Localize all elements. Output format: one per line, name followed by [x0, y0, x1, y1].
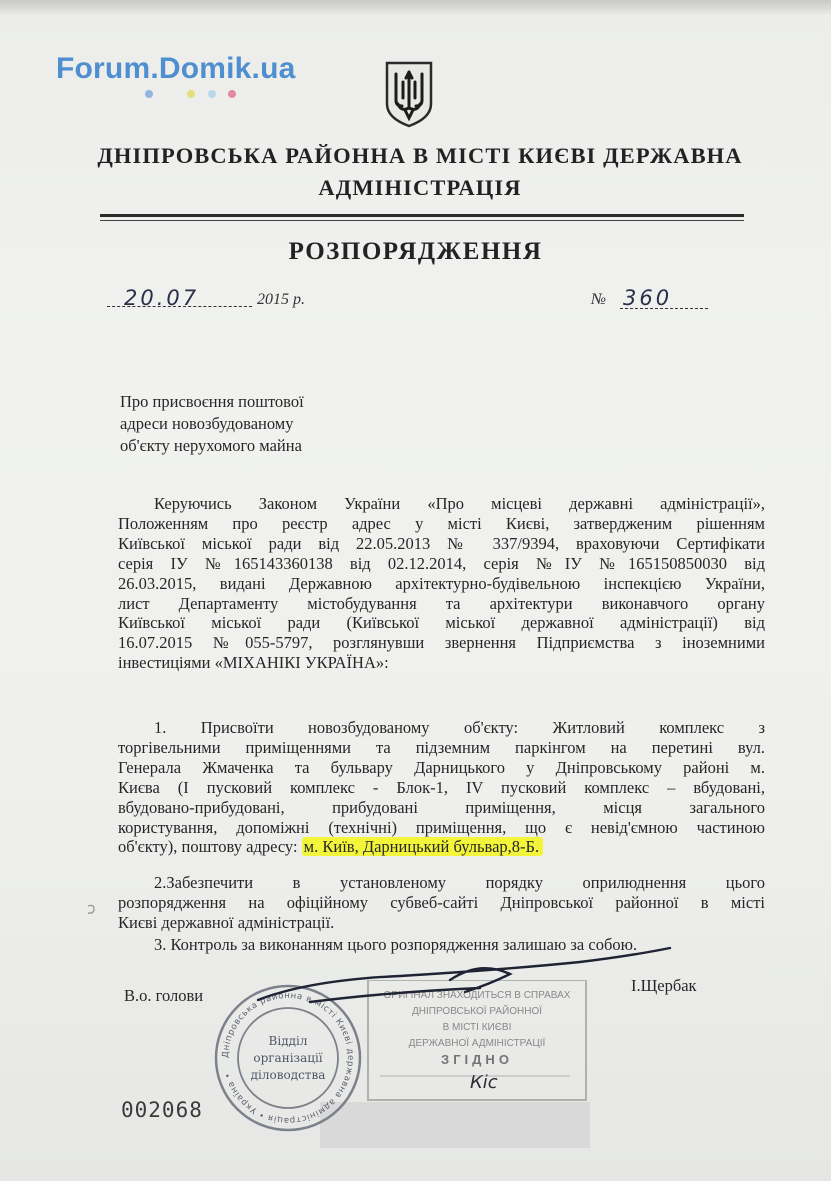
watermark-dot	[228, 90, 236, 98]
seal-ring-text: Дніпровська районна в місті Києві державна адміністрація • Україна •	[220, 990, 356, 1126]
stamp-line: ЗГІДНО	[441, 1052, 513, 1067]
ukraine-trident-icon	[384, 60, 434, 128]
highlighted-address: м. Київ, Дарницький бульвар,8-Б.	[302, 837, 543, 856]
item-1-paragraph	[118, 718, 765, 857]
margin-pencil-mark	[86, 904, 100, 916]
org-name-line-2: АДМІНІСТРАЦІЯ	[318, 175, 522, 200]
item-1-line: вбудовано-прибудовані, прибудовані приміщення, місця загального	[118, 797, 765, 817]
date-handwritten: 20.07	[124, 286, 200, 310]
serial-number: 002068	[121, 1098, 203, 1122]
stamp-line: ОРИГІНАЛ ЗНАХОДИТЬСЯ В СПРАВАХ	[383, 990, 571, 1001]
stamp-line: ДНІПРОВСЬКОЇ РАЙОННОЇ	[412, 1006, 542, 1017]
watermark-dot	[208, 90, 216, 98]
preamble-line: лист Департаменту містобудування та архітектури виконавчого органу	[118, 593, 765, 613]
watermark-logo: Forum.Domik.ua	[56, 52, 296, 85]
seal-center-line: організації	[253, 1051, 323, 1065]
header-rule	[100, 214, 744, 217]
preamble-line: інвестиціями «МІХАНІКІ УКРАЇНА»:	[118, 653, 389, 673]
preamble-line: Керуючись Законом України «Про місцеві державні адміністрації»,	[154, 494, 765, 513]
watermark-dot	[187, 90, 195, 98]
preamble-line: 16.07.2015 №055-5797, розглянувши звернення Підприємства з іноземними	[118, 633, 765, 653]
org-name-line-1: ДНІПРОВСЬКА РАЙОННА В МІСТІ КИЄВІ ДЕРЖАВНА	[97, 143, 743, 168]
item-2-line: розпорядження на офіційному субвеб-сайті Дніпровської районної в місті	[118, 892, 765, 912]
subject-block	[120, 391, 304, 457]
document-type-title: РОЗПОРЯДЖЕННЯ	[288, 238, 543, 265]
item-1-line: Києва (І пусковий комплекс - Блок-1, IV пусковий комплекс – вбудовані,	[118, 777, 765, 797]
preamble-line: серія ІУ №165143360138 від 02.12.2014, серія №ІУ №165150850030 від	[118, 553, 765, 573]
seal-center-line: Відділ	[268, 1034, 308, 1048]
signatory-name: І.Щербак	[631, 976, 697, 995]
preamble-paragraph	[118, 494, 765, 673]
stamp-line: В МІСТІ КИЄВІ	[442, 1022, 512, 1033]
seal-center-line: діловодства	[250, 1068, 326, 1082]
item-1-line: Генерала Жмаченка та бульвару Дарницького у Дніпровському районі м.	[118, 757, 765, 777]
preamble-line: Київської міської ради від 22.05.2013 № 337/9394, враховуючи Сертифікати	[118, 533, 765, 553]
subject-line: Про присвоєння поштової	[120, 392, 304, 411]
subject-line: адреси новозбудованому	[120, 414, 294, 433]
handwritten-signature	[250, 940, 690, 1020]
preamble-line: 26.03.2015, видані Державною архітектурно-будівельною інспекцією України,	[118, 573, 765, 593]
header-rule-thin	[100, 220, 744, 221]
item-2-line: Києві державної адміністрації.	[118, 912, 335, 932]
item-1-line: 1. Присвоїти новозбудованому об'єкту: Житловий комплекс з	[154, 718, 765, 737]
preamble-line: Київської міської ради (Київської міської державної адміністрації) від	[118, 613, 765, 633]
subject-line: об'єкту нерухомого майна	[120, 436, 302, 455]
item-2-line: 2.Забезпечити в установленому порядку оприлюднення цього	[154, 873, 765, 892]
item-1-line: торгівельними приміщеннями та підземним паркінгом на перетині вул.	[118, 737, 765, 757]
number-handwritten: 360	[623, 286, 673, 310]
stamp-line: ДЕРЖАВНОЇ АДМІНІСТРАЦІЇ	[408, 1038, 546, 1049]
paper-fold-shadow	[0, 0, 831, 14]
stamp-handwritten: Кіс	[470, 1072, 498, 1093]
item-1-last-prefix: об'єкту), поштову адресу:	[118, 837, 302, 857]
number-sign: №	[591, 291, 607, 308]
item-1-last-line	[118, 837, 765, 857]
year-printed: 2015 р.	[257, 291, 305, 308]
signatory-title: В.о. голови	[124, 986, 204, 1005]
item-2-paragraph	[118, 873, 765, 933]
watermark-dot	[145, 90, 153, 98]
item-1-line: користування, допоміжні (технічні) приміщення, що є невід'ємною частиною	[118, 817, 765, 837]
watermark-dots	[145, 90, 245, 100]
item-3-line: 3. Контроль за виконанням цього розпорядження залишаю за собою.	[154, 935, 638, 954]
preamble-line: Положенням про реєстр адрес у місті Києві, затвердженим рішенням	[118, 513, 765, 533]
